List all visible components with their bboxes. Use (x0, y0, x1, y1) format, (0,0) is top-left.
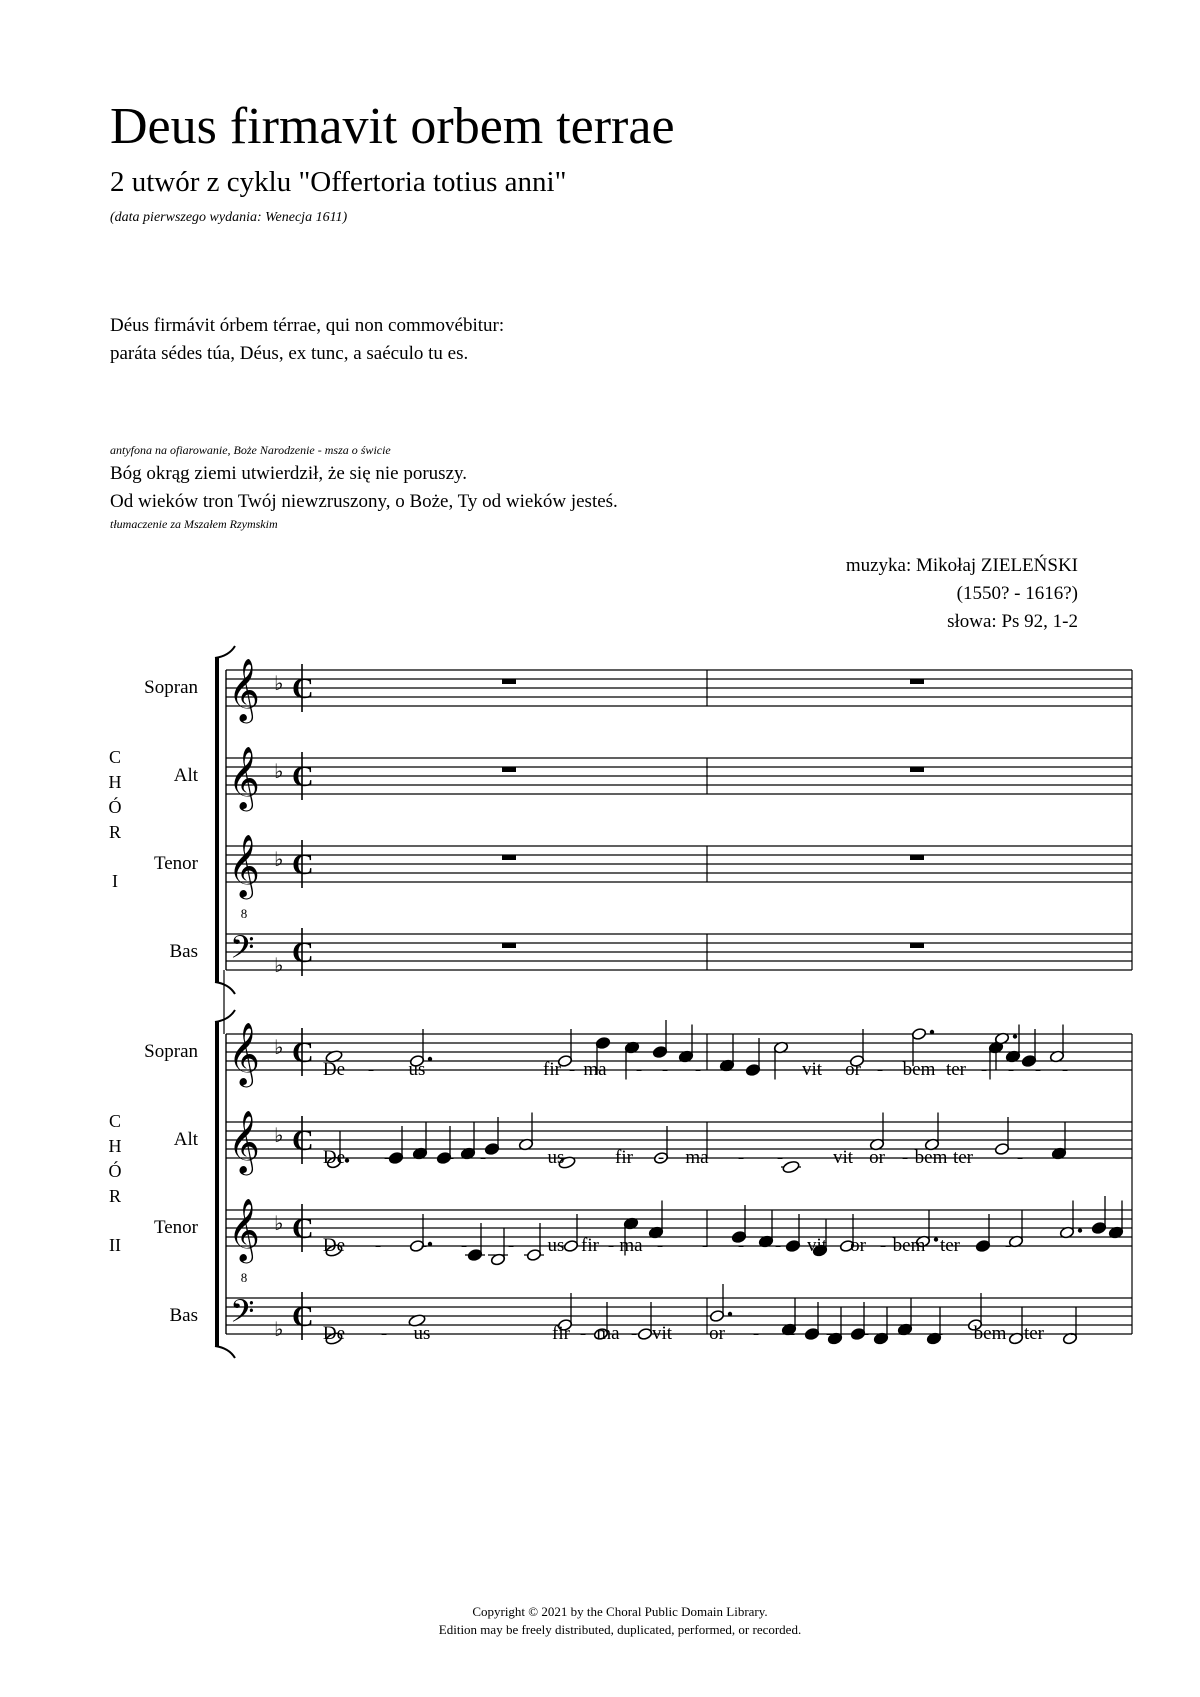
lyric-sopran-10: vit (801, 1059, 823, 1080)
choir-2-tenor-treble-clef-icon: 𝄞 (228, 1198, 260, 1261)
polish-text-line-1: Bóg okrąg ziemi utwierdził, że się nie poruszy. (110, 463, 468, 484)
choir-2-bracket-top (215, 1010, 235, 1022)
lyric-sopran-6: - (635, 1059, 643, 1080)
sopran-note-1-dot (428, 1057, 432, 1061)
choir-2-numeral: II (109, 1235, 121, 1255)
lyric-tenor-1: - (374, 1235, 382, 1256)
lyric-bas-14: - (936, 1323, 944, 1344)
choir-2-sopran-flat-icon: ♭ (274, 1035, 284, 1059)
choir-2-bas-cut-time-icon: C (292, 1300, 314, 1333)
choir-2-alt-flat-icon: ♭ (274, 1123, 284, 1147)
lyric-tenor-9: - (656, 1235, 664, 1256)
lyric-bas-4: - (579, 1323, 587, 1344)
lyric-alt-4: - (479, 1147, 487, 1168)
lyric-alt-15: ter (952, 1147, 974, 1168)
staff-name-tenor-1: Tenor (153, 853, 198, 874)
lyric-tenor-18: - (1004, 1235, 1012, 1256)
lyric-sopran-12: - (876, 1059, 884, 1080)
staff-name-alt-2: Alt (173, 1129, 198, 1150)
choir-1-alt-flat-icon: ♭ (274, 759, 284, 783)
lyric-tenor-3: - (460, 1235, 468, 1256)
choir-1-sopran-cut-time-icon: C (292, 672, 314, 705)
choir-1-bracket (215, 658, 219, 982)
lyric-bas-13: - (899, 1323, 907, 1344)
choir-2-letter-r: R (108, 1186, 122, 1206)
composer-credit: muzyka: Mikołaj ZIELEŃSKI (845, 555, 1078, 576)
lyric-sopran-0: De (322, 1059, 346, 1080)
lyric-sopran-14: ter (945, 1059, 967, 1080)
lyric-bas-15: bem (973, 1323, 1007, 1344)
whole-rest-tenor (502, 855, 516, 860)
choir-1-tenor-octave-mark: 8 (240, 906, 248, 921)
first-edition-note: (data pierwszego wydania: Wenecja 1611) (110, 210, 348, 225)
lyric-bas-16: ter (1023, 1323, 1045, 1344)
lyric-bas-11: - (825, 1323, 833, 1344)
staff-name-tenor-2: Tenor (153, 1217, 198, 1238)
choir-1-bas-bass-clef-icon: 𝄢 (230, 929, 255, 973)
sopran-note-13-dot (1013, 1034, 1017, 1038)
lyric-alt-13: - (901, 1147, 909, 1168)
choir-2-tenor-cut-time-icon: C (292, 1212, 314, 1245)
lyric-sopran-5: ma (583, 1059, 607, 1080)
lyric-alt-0: De (322, 1147, 346, 1168)
page-title: Deus firmavit orbem terrae (110, 98, 675, 155)
lyric-bas-10: - (788, 1323, 796, 1344)
choir-1-bas-flat-icon: ♭ (274, 953, 284, 977)
lyric-alt-6: fir (615, 1147, 633, 1168)
liturgical-note: antyfona na ofiarowanie, Boże Narodzenie - msza o świcie (110, 443, 391, 457)
choir-2-alt-cut-time-icon: C (292, 1124, 314, 1157)
lyric-sopran-15: - (980, 1059, 988, 1080)
lyric-alt-5: us (547, 1147, 565, 1168)
lyric-tenor-14: or (850, 1235, 866, 1256)
whole-rest-bas (910, 943, 924, 948)
lyric-bas-7: vit (651, 1323, 673, 1344)
whole-rest-sopran (910, 679, 924, 684)
tenor-note-16-dot (1078, 1228, 1082, 1232)
polish-text-line-2: Od wieków tron Twój niewzruszony, o Boże, Ty od wieków jesteś. (110, 491, 618, 512)
lyric-bas-8: or (709, 1323, 725, 1344)
bas-note-5-dot (728, 1312, 732, 1316)
staff-name-sopran-1: Sopran (144, 677, 198, 698)
lyric-tenor-4: - (507, 1235, 515, 1256)
choir-2-letter-o: Ó (108, 1161, 122, 1181)
lyric-sopran-1: - (367, 1059, 375, 1080)
sopran-note-11-dot (930, 1030, 934, 1034)
lyric-bas-9: - (752, 1323, 760, 1344)
lyric-tenor-17: ter (939, 1235, 961, 1256)
choir-2-bracket (215, 1022, 219, 1346)
staff-name-bas-1: Bas (169, 941, 198, 962)
translation-note: tłumaczenie za Mszałem Rzymskim (110, 517, 278, 531)
lyric-sopran-4: - (568, 1059, 576, 1080)
staff-name-sopran-2: Sopran (144, 1041, 198, 1062)
lyric-alt-10: - (776, 1147, 784, 1168)
choir-2-letter-h: H (108, 1136, 122, 1156)
lyric-bas-6: - (630, 1323, 638, 1344)
alt-note-9-head (782, 1160, 800, 1174)
words-credit: słowa: Ps 92, 1-2 (947, 611, 1078, 632)
lyric-alt-11: vit (832, 1147, 854, 1168)
lyric-alt-3: - (447, 1147, 455, 1168)
latin-text-line-1: Déus firmávit órbem térrae, qui non commovébitur: (110, 315, 505, 336)
choir-1-bracket-bottom (215, 982, 235, 994)
lyric-tenor-5: us (547, 1235, 565, 1256)
lyric-sopran-11: or (845, 1059, 861, 1080)
choir-1-bracket-top (215, 646, 235, 658)
choir-1-alt-treble-clef-icon: 𝄞 (228, 746, 260, 809)
choir-1-sopran-treble-clef-icon: 𝄞 (228, 658, 260, 721)
lyric-tenor-11: - (737, 1235, 745, 1256)
lyric-tenor-0: De (322, 1235, 346, 1256)
lyric-tenor-2: - (420, 1235, 428, 1256)
lyric-tenor-13: vit (806, 1235, 828, 1256)
choir-1-alt-cut-time-icon: C (292, 760, 314, 793)
choir-2-alt-treble-clef-icon: 𝄞 (228, 1110, 260, 1173)
lyric-bas-3: fir (552, 1323, 570, 1344)
lyric-alt-1: - (383, 1147, 391, 1168)
lyric-tenor-12: - (774, 1235, 782, 1256)
lyric-tenor-7: - (607, 1235, 615, 1256)
tenor-note-13-dot (934, 1237, 938, 1241)
score-labels (109, 677, 199, 1326)
lyric-sopran-7: - (661, 1059, 669, 1080)
choir-2-letter-c: C (108, 1111, 122, 1131)
lyrics (323, 1059, 1076, 1344)
copyright-line-1: Copyright © 2021 by the Choral Public Domain Library. (472, 1604, 768, 1619)
whole-rest-bas (502, 943, 516, 948)
choir-2-sopran-treble-clef-icon: 𝄞 (228, 1022, 260, 1085)
choir-2-tenor-octave-mark: 8 (240, 1270, 248, 1285)
lyric-bas-1: - (380, 1323, 388, 1344)
staff-lines (215, 646, 1132, 1358)
lyric-bas-12: - (862, 1323, 870, 1344)
lyric-alt-12: or (869, 1147, 885, 1168)
copyright-notice (0, 1603, 1200, 1639)
composer-dates: (1550? - 1616?) (956, 583, 1078, 604)
lyric-tenor-8: ma (619, 1235, 643, 1256)
choir-2-bas-bass-clef-icon: 𝄢 (230, 1293, 255, 1337)
choir-1-sopran-flat-icon: ♭ (274, 671, 284, 695)
lyric-bas-2: us (413, 1323, 431, 1344)
choir-1-letter-o: Ó (108, 797, 122, 817)
choir-2-tenor-flat-icon: ♭ (274, 1211, 284, 1235)
whole-rest-tenor (910, 855, 924, 860)
lyric-sopran-16: - (1007, 1059, 1015, 1080)
choir-2-bas-flat-icon: ♭ (274, 1317, 284, 1341)
lyric-alt-9: - (737, 1147, 745, 1168)
whole-rest-sopran (502, 679, 516, 684)
lyric-tenor-15: - (879, 1235, 887, 1256)
lyric-sopran-8: - (694, 1059, 702, 1080)
lyric-sopran-3: fir (543, 1059, 561, 1080)
choir-2-sopran-cut-time-icon: C (292, 1036, 314, 1069)
page-subtitle: 2 utwór z cyklu "Offertoria totius anni" (110, 166, 567, 198)
lyric-sopran-9: - (723, 1059, 731, 1080)
lyric-tenor-10: - (701, 1235, 709, 1256)
lyric-alt-8: ma (685, 1147, 709, 1168)
lyric-alt-16: - (1016, 1147, 1024, 1168)
choir-1-tenor-cut-time-icon: C (292, 848, 314, 881)
lyric-tenor-6: fir (581, 1235, 599, 1256)
choir-1-bas-cut-time-icon: C (292, 936, 314, 969)
whole-rest-alt (910, 767, 924, 772)
alt-note-0-dot (345, 1158, 349, 1162)
staff-name-bas-2: Bas (169, 1305, 198, 1326)
copyright-line-2: Edition may be freely distributed, duplicated, performed, or recorded. (438, 1622, 802, 1637)
lyric-alt-14: bem (914, 1147, 948, 1168)
tenor-note-1-dot (428, 1242, 432, 1246)
lyric-alt-7: - (657, 1147, 665, 1168)
staff-name-alt-1: Alt (173, 765, 198, 786)
lyric-alt-2: - (415, 1147, 423, 1168)
lyric-sopran-13: bem (902, 1059, 936, 1080)
choir-1-letter-h: H (108, 772, 122, 792)
choir-1-numeral: I (112, 871, 118, 891)
lyric-bas-0: De (322, 1323, 346, 1344)
lyric-sopran-2: us (408, 1059, 426, 1080)
lyric-bas-5: ma (596, 1323, 620, 1344)
latin-text-line-2: paráta sédes túa, Déus, ex tunc, a saéculo tu es. (110, 343, 469, 364)
lyric-tenor-16: bem (892, 1235, 926, 1256)
choir-1-tenor-treble-clef-icon: 𝄞 (228, 834, 260, 897)
lyric-sopran-17: - (1034, 1059, 1042, 1080)
choir-1-tenor-flat-icon: ♭ (274, 847, 284, 871)
whole-rest-alt (502, 767, 516, 772)
choir-1-letter-r: R (108, 822, 122, 842)
choir-1-letter-c: C (108, 747, 122, 767)
lyric-sopran-18: - (1061, 1059, 1069, 1080)
lyric-bas-17: - (1069, 1323, 1077, 1344)
choir-2-bracket-bottom (215, 1346, 235, 1358)
